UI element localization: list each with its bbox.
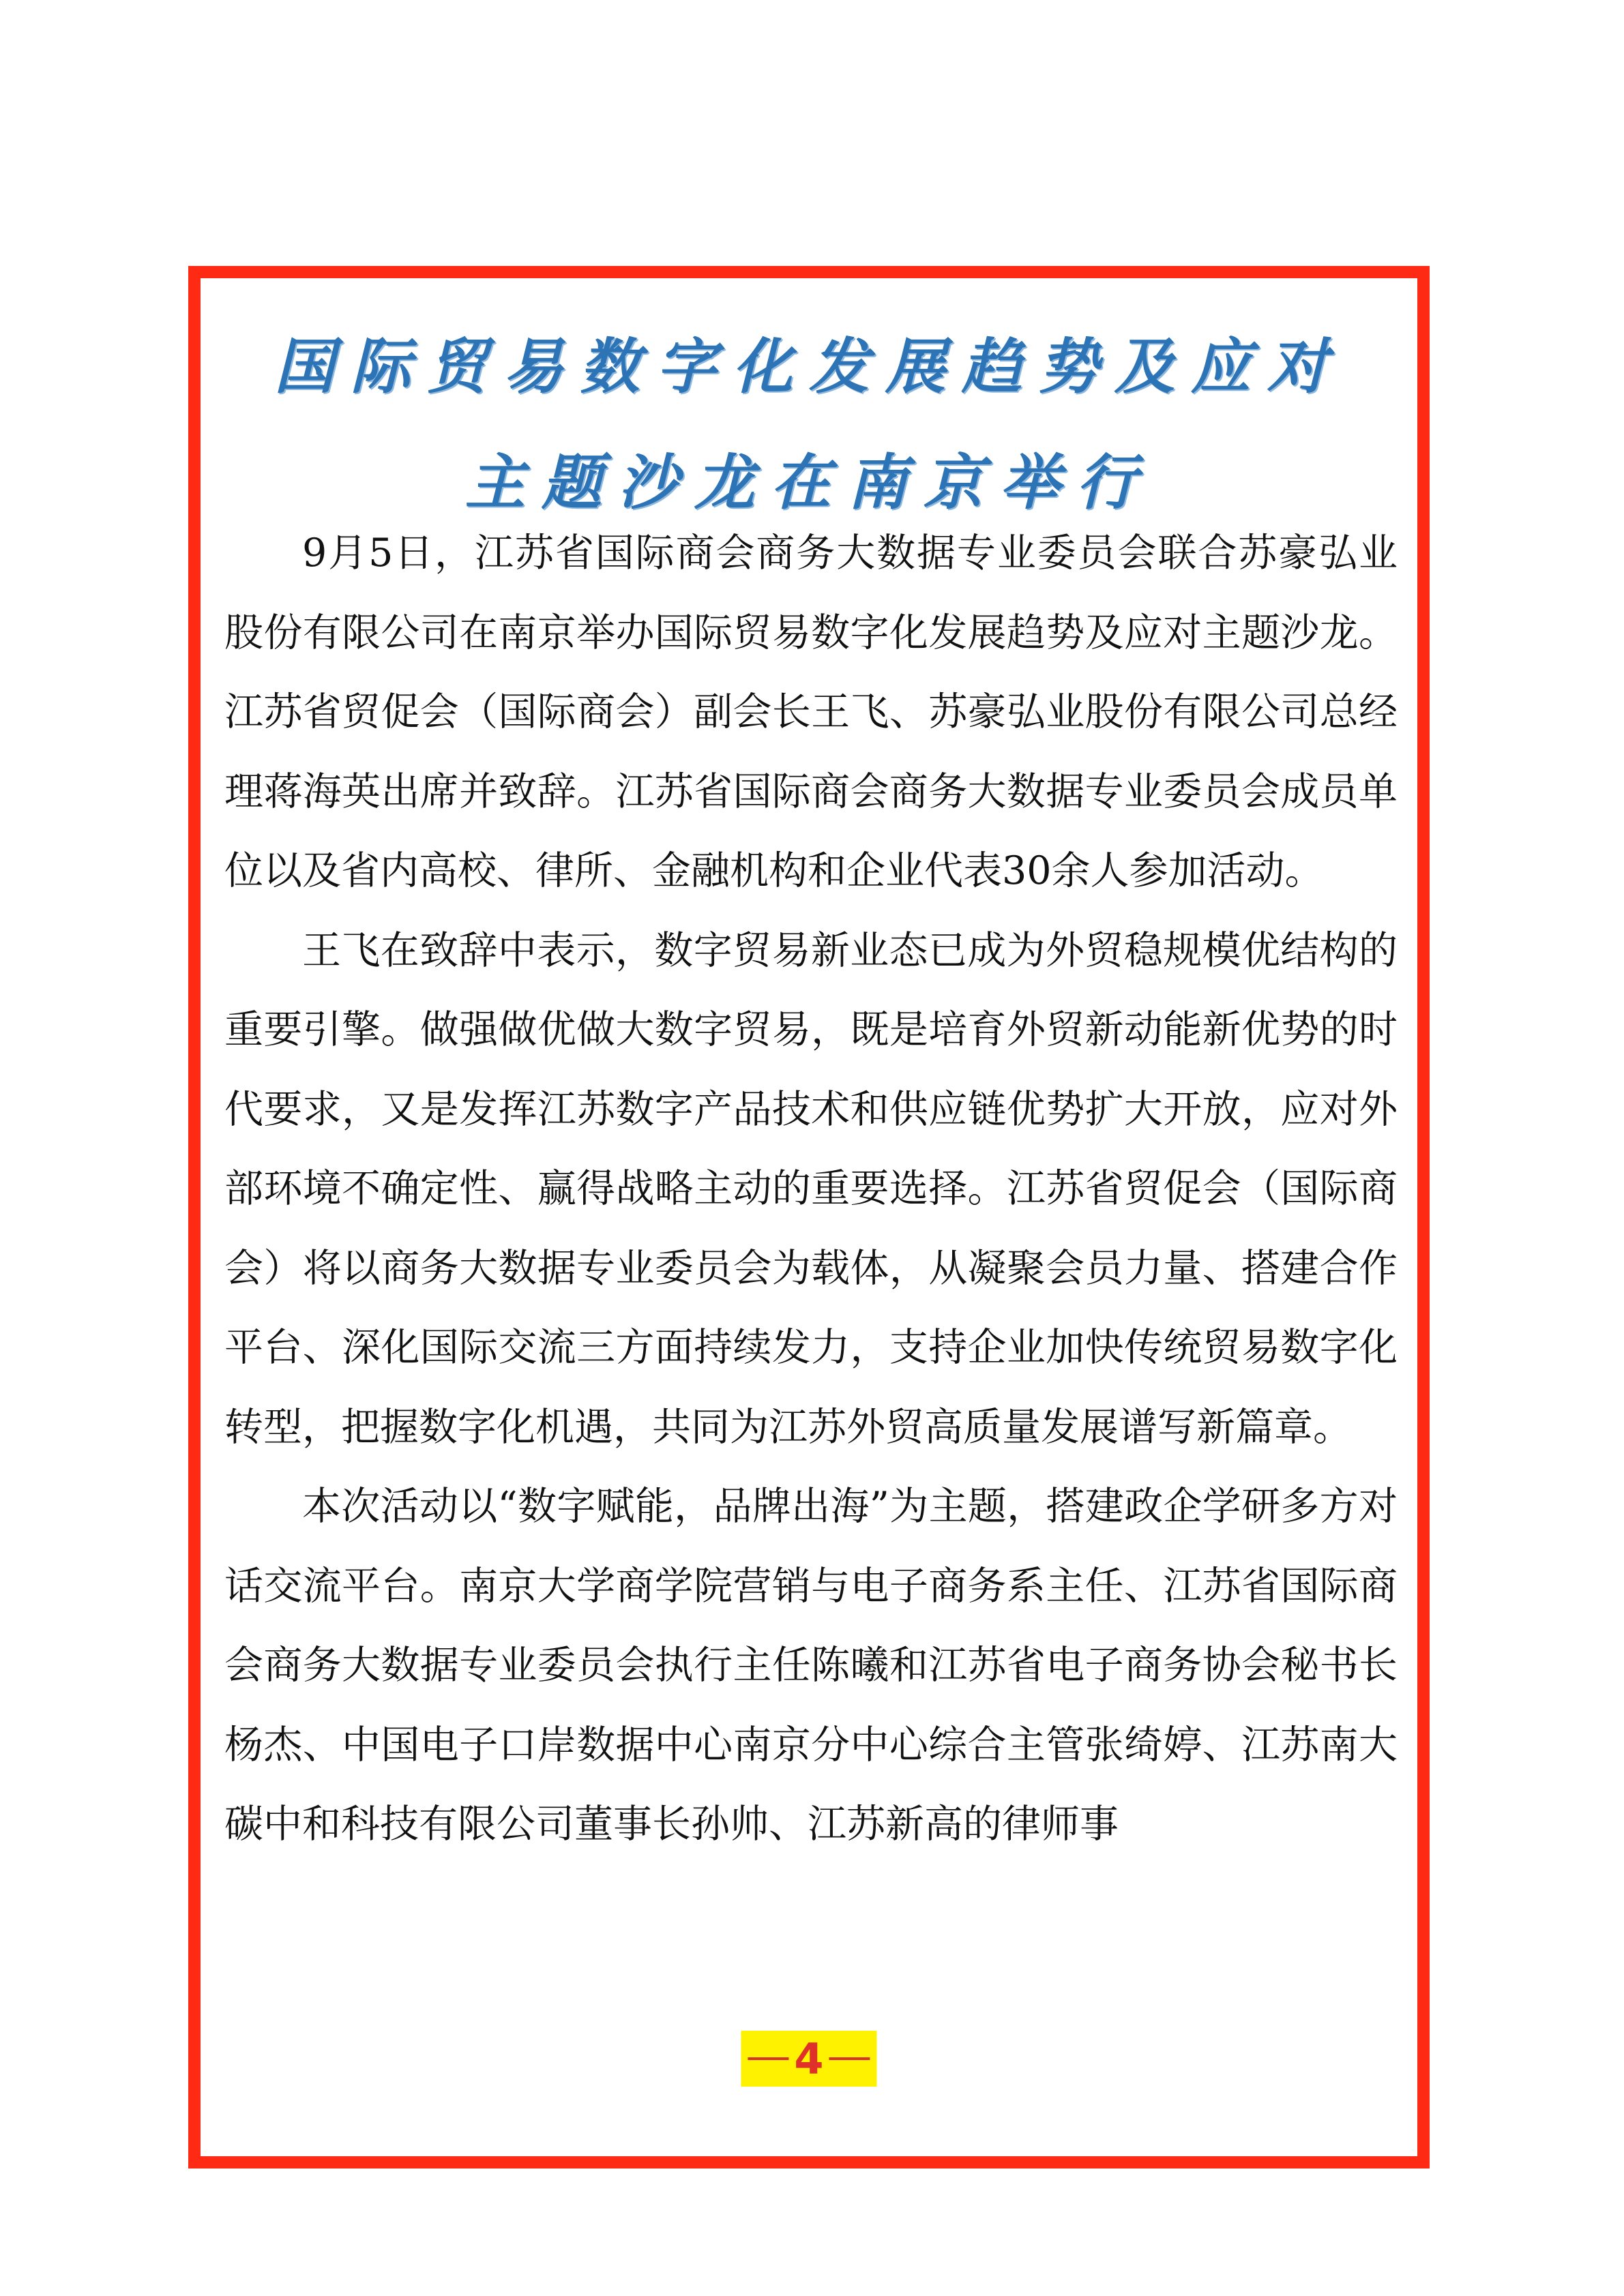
paragraph-3: 本次活动以“数字赋能，品牌出海”为主题，搭建政企学研多方对话交流平台。南京大学商学院营销与电子商务系主任、江苏省国际商会商务大数据专业委员会执行主任陈曦和江苏省电子商务协会秘书长杨杰、中国电子口岸数据中心南京分中心综合主管张绮婷、江苏南大碳中和科技有限公司董事长孙帅、江苏新高的律师事	[224, 1484, 1398, 1847]
red-page-border	[188, 266, 1430, 2168]
page-number: 4	[794, 2033, 824, 2084]
article-title-line-1: 国际贸易数字化发展趋势及应对	[274, 331, 1344, 402]
page-number-badge	[741, 2031, 876, 2087]
right-dash	[829, 2057, 870, 2060]
article-title-line-2: 主题沙龙在南京举行	[464, 447, 1153, 518]
paragraph-2: 王飞在致辞中表示，数字贸易新业态已成为外贸稳规模优结构的重要引擎。做强做优做大数字贸易，既是培育外贸新动能新优势的时代要求，又是发挥江苏数字产品技术和供应链优势扩大开放，应对外部环境不确定性、赢得战略主动的重要选择。江苏省贸促会（国际商会）将以商务大数据专业委员会为载体，从凝聚会员力量、搭建合作平台、深化国际交流三方面持续发力，支持企业加快传统贸易数字化转型，把握数字化机遇，共同为江苏外贸高质量发展谱写新篇章。	[224, 927, 1398, 1450]
left-dash	[748, 2057, 788, 2060]
article-body	[224, 513, 1398, 1864]
paragraph-1: 9月5日，江苏省国际商会商务大数据专业委员会联合苏豪弘业股份有限公司在南京举办国际贸易数字化发展趋势及应对主题沙龙。江苏省贸促会（国际商会）副会长王飞、苏豪弘业股份有限公司总经理蒋海英出席并致辞。江苏省国际商会商务大数据专业委员会成员单位以及省内高校、律所、金融机构和企业代表30余人参加活动。	[224, 531, 1398, 893]
